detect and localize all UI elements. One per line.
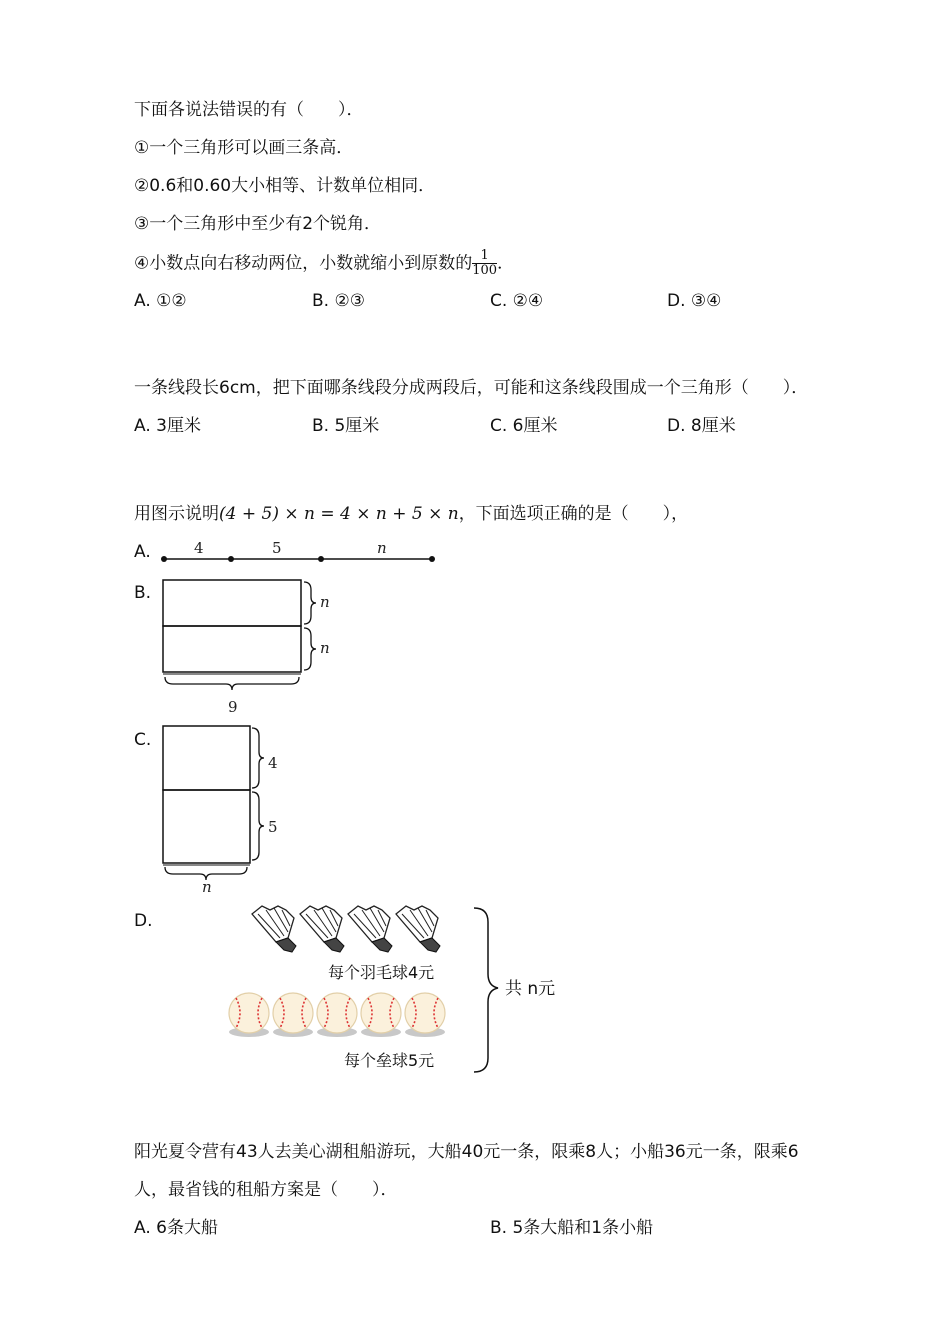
brace-right bbox=[252, 728, 264, 788]
brace-label-n: n bbox=[320, 639, 330, 657]
q1-option-c[interactable]: C. ②④ bbox=[490, 291, 544, 311]
brace-label-5: 5 bbox=[268, 818, 278, 836]
segment-point bbox=[228, 556, 234, 562]
q4-stem-line-1: 阳光夏令营有43人去美心湖租船游玩，大船40元一条，限乘8人；小船36元一条，限乘6 bbox=[134, 1142, 799, 1162]
shuttlecock-icon bbox=[348, 906, 392, 952]
rect-bottom bbox=[163, 626, 301, 672]
segment-label-n: n bbox=[377, 539, 387, 557]
q4-option-a[interactable]: A. 6条大船 bbox=[134, 1218, 218, 1238]
q3-stem-pre: 用图示说明 bbox=[134, 504, 219, 524]
q2-option-d[interactable]: D. 8厘米 bbox=[667, 416, 736, 436]
brace-right bbox=[304, 582, 316, 624]
rect-bottom bbox=[163, 790, 250, 863]
brace-label-9: 9 bbox=[228, 698, 238, 716]
brace-right bbox=[252, 792, 264, 860]
shuttlecock-icon bbox=[396, 906, 440, 952]
q3-option-a[interactable]: A. bbox=[134, 542, 151, 562]
q1-option-d[interactable]: D. ③④ bbox=[667, 291, 722, 311]
q3-option-b[interactable]: B. bbox=[134, 583, 152, 603]
brace-label-n: n bbox=[202, 878, 212, 896]
baseball-icon bbox=[317, 993, 357, 1037]
option-b-rect-diagram bbox=[163, 580, 330, 716]
q1-statement-3: ③一个三角形中至少有2个锐角． bbox=[134, 214, 382, 234]
segment-point bbox=[161, 556, 167, 562]
q3-stem-post: ，下面选项正确的是（ ）， bbox=[458, 504, 689, 524]
fraction-numerator: 1 bbox=[472, 249, 497, 264]
q1-option-a[interactable]: A. ①② bbox=[134, 291, 187, 311]
segment-label-4: 4 bbox=[194, 539, 204, 557]
brace-right bbox=[474, 908, 498, 1072]
q1-statement-4-end: ． bbox=[497, 253, 515, 274]
q1-statement-4-text: ④小数点向右移动两位，小数就缩小到原数的 bbox=[134, 253, 473, 274]
shuttlecock-icon bbox=[252, 906, 296, 952]
brace-label-4: 4 bbox=[268, 754, 278, 772]
baseball-icon bbox=[361, 993, 401, 1037]
q4-stem-line-2: 人，最省钱的租船方案是（ ）． bbox=[134, 1180, 398, 1200]
brace-bottom bbox=[165, 677, 299, 690]
rect-top bbox=[163, 580, 301, 626]
baseball-icon bbox=[229, 993, 269, 1037]
baseball-caption: 每个垒球5元 bbox=[344, 1051, 435, 1070]
option-c-rect-diagram bbox=[163, 726, 278, 896]
q2-option-c[interactable]: C. 6厘米 bbox=[490, 416, 558, 436]
baseball-icon bbox=[405, 993, 445, 1037]
brace-right bbox=[304, 628, 316, 670]
baseball-icon bbox=[273, 993, 313, 1037]
segment-point bbox=[318, 556, 324, 562]
q3-option-d[interactable]: D. bbox=[134, 911, 153, 931]
fraction-denominator: 100 bbox=[472, 263, 498, 278]
option-a-segment-diagram bbox=[161, 539, 435, 562]
q2-option-a[interactable]: A. 3厘米 bbox=[134, 416, 201, 436]
shuttlecock-icon bbox=[300, 906, 344, 952]
brace-label-n: n bbox=[320, 593, 330, 611]
q3-equation: (4 + 5) × n = 4 × n + 5 × n bbox=[219, 504, 459, 524]
rect-top bbox=[163, 726, 250, 790]
q1-statement-1: ①一个三角形可以画三条高． bbox=[134, 138, 354, 158]
q1-statement-2: ②0.6和0.60大小相等、计数单位相同． bbox=[134, 176, 436, 196]
q3-option-c[interactable]: C. bbox=[134, 730, 152, 750]
shuttlecock-caption: 每个羽毛球4元 bbox=[328, 963, 435, 982]
q1-stem: 下面各说法错误的有（ ）． bbox=[134, 100, 364, 120]
segment-point bbox=[429, 556, 435, 562]
q2-option-b[interactable]: B. 5厘米 bbox=[312, 416, 380, 436]
q4-option-b[interactable]: B. 5条大船和1条小船 bbox=[490, 1218, 654, 1238]
segment-label-5: 5 bbox=[272, 539, 282, 557]
q1-option-b[interactable]: B. ②③ bbox=[312, 291, 365, 311]
option-d-picture-diagram bbox=[229, 906, 498, 1072]
q2-stem: 一条线段长6cm，把下面哪条线段分成两段后，可能和这条线段围成一个三角形（ ）． bbox=[134, 378, 809, 398]
total-label: 共 n元 bbox=[505, 979, 556, 999]
